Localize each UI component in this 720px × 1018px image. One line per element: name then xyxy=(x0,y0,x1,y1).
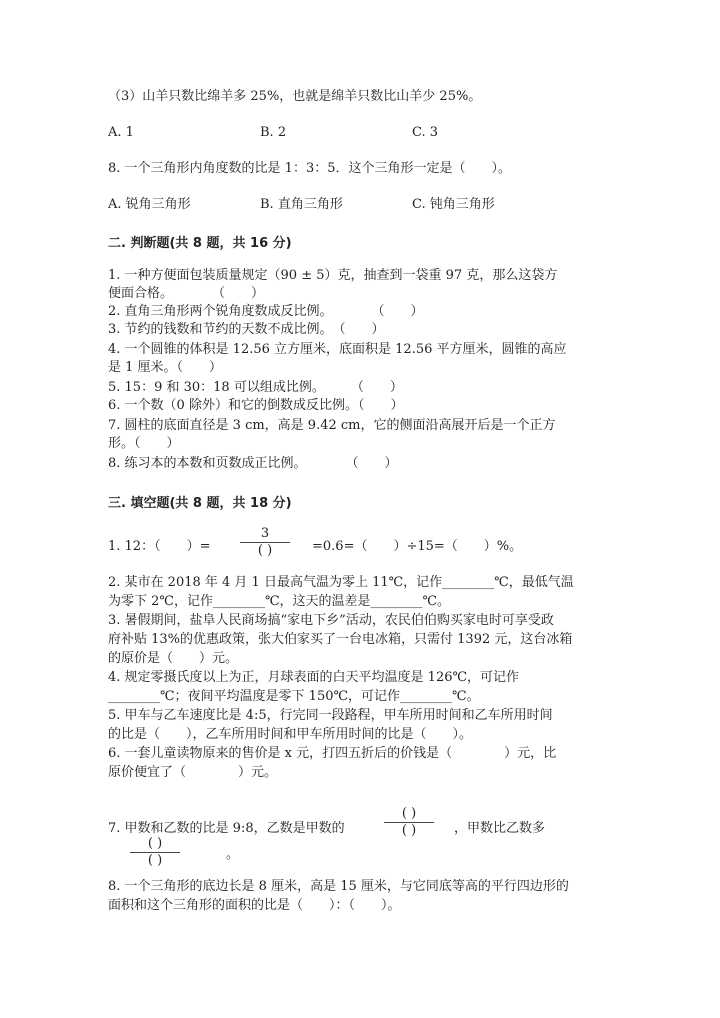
section-2-title: 二. 判断题(共 8 题，共 16 分) xyxy=(108,236,292,251)
fill-q7-part1: 7. 甲数和乙数的比是 9:8，乙数是甲数的 xyxy=(108,821,345,836)
judge-line: 7. 圆柱的底面直径是 3 cm，高是 9.42 cm，它的侧面沿高展开后是一个正方 xyxy=(108,418,556,433)
fill-line: 6. 一套儿童读物原来的售价是 x 元，打四五折后的价钱是（ ）元，比 xyxy=(108,746,557,761)
fill-line: 5. 甲车与乙车速度比是 4:5，行完同一段路程，甲车所用时间和乙车所用时间 xyxy=(108,708,553,723)
fill-line: 2. 某市在 2018 年 4 月 1 日最高气温为零上 11℃，记作________℃，最低气温 xyxy=(108,575,574,590)
fill-line: 为零下 2℃，记作________℃，这天的温差是________℃。 xyxy=(108,594,451,609)
fill-q7-part3: 。 xyxy=(226,847,240,862)
fraction-numerator: ( ) xyxy=(401,806,417,821)
mc-option-b: B. 2 xyxy=(260,125,287,140)
mc-statement-3: （3）山羊只数比绵羊多 25%，也就是绵羊只数比山羊少 25%。 xyxy=(108,89,482,104)
fill-q8-line: 面积和这个三角形的面积的比是（ ）：（ ）。 xyxy=(108,898,401,913)
fill-q7-fraction-1 xyxy=(384,806,434,839)
mc-question-8: 8. 一个三角形内角度数的比是 1：3：5．这个三角形一定是（ ）。 xyxy=(108,161,511,176)
mc8-option-a: A. 锐角三角形 xyxy=(108,197,191,212)
fraction-denominator: ( ) xyxy=(257,543,273,558)
fill-line: ________℃；夜间平均温度是零下 150℃，可记作________℃。 xyxy=(108,689,480,704)
judge-line: 是 1 厘米。（ ） xyxy=(108,360,223,375)
judge-line: 2. 直角三角形两个锐角度数成反比例。 （ ） xyxy=(108,304,424,319)
judge-line: 3. 节约的钱数和节约的天数不成比例。 （ ） xyxy=(108,322,385,337)
judge-line: 4. 一个圆锥的体积是 12.56 立方厘米，底面积是 12.56 平方厘米，圆锥的高应 xyxy=(108,342,567,357)
fraction-numerator: ( ) xyxy=(147,836,163,851)
fill-line: 的原价是（ ）元。 xyxy=(108,651,239,666)
judge-line: 形。（ ） xyxy=(108,436,180,451)
judge-line: 便面合格。 （ ） xyxy=(108,286,265,301)
fill-q8-line: 8. 一个三角形的底边长是 8 厘米，高是 15 厘米，与它同底等高的平行四边形的 xyxy=(108,879,569,894)
fill-q7-part2: ，甲数比乙数多 xyxy=(454,821,546,836)
fill-q1-part1: 1. 12：（ ）= xyxy=(108,539,211,554)
judge-line: 5. 15：9 和 30：18 可以组成比例。 （ ） xyxy=(108,380,403,395)
judge-line: 1. 一种方便面包装质量规定（90 ± 5）克，抽查到一袋重 97 克，那么这袋方 xyxy=(108,268,558,283)
section-3-title: 三. 填空题(共 8 题，共 18 分) xyxy=(108,496,292,511)
fill-q7-fraction-2 xyxy=(130,836,180,869)
fill-q1-part2: =0.6=（ ）÷15=（ ）%。 xyxy=(312,539,523,554)
fraction-denominator: ( ) xyxy=(147,853,163,868)
fraction-denominator: ( ) xyxy=(401,823,417,838)
fill-line: 府补贴 13%的优惠政策，张大伯家买了一台电冰箱，只需付 1392 元，这台冰箱 xyxy=(108,632,573,647)
mc-option-c: C. 3 xyxy=(412,125,439,140)
judge-line: 6. 一个数（0 除外）和它的倒数成反比例。（ ） xyxy=(108,398,404,413)
judge-line: 8. 练习本的本数和页数成正比例。 （ ） xyxy=(108,456,398,471)
mc-option-a: A. 1 xyxy=(108,125,134,140)
fill-q1-fraction xyxy=(240,526,290,559)
mc8-option-b: B. 直角三角形 xyxy=(260,197,343,212)
fraction-numerator: 3 xyxy=(260,526,270,541)
fill-line: 4. 规定零摄氏度以上为正，月球表面的白天平均温度是 126℃，可记作 xyxy=(108,670,520,685)
fill-line: 的比是（ ），乙车所用时间和甲车所用时间的比是（ ）。 xyxy=(108,727,473,742)
mc8-option-c: C. 钝角三角形 xyxy=(412,197,495,212)
fill-line: 原价便宜了（ ）元。 xyxy=(108,765,278,780)
fill-line: 3. 暑假期间，盐阜人民商场搞“家电下乡”活动，农民伯伯购买家电时可享受政 xyxy=(108,613,554,628)
